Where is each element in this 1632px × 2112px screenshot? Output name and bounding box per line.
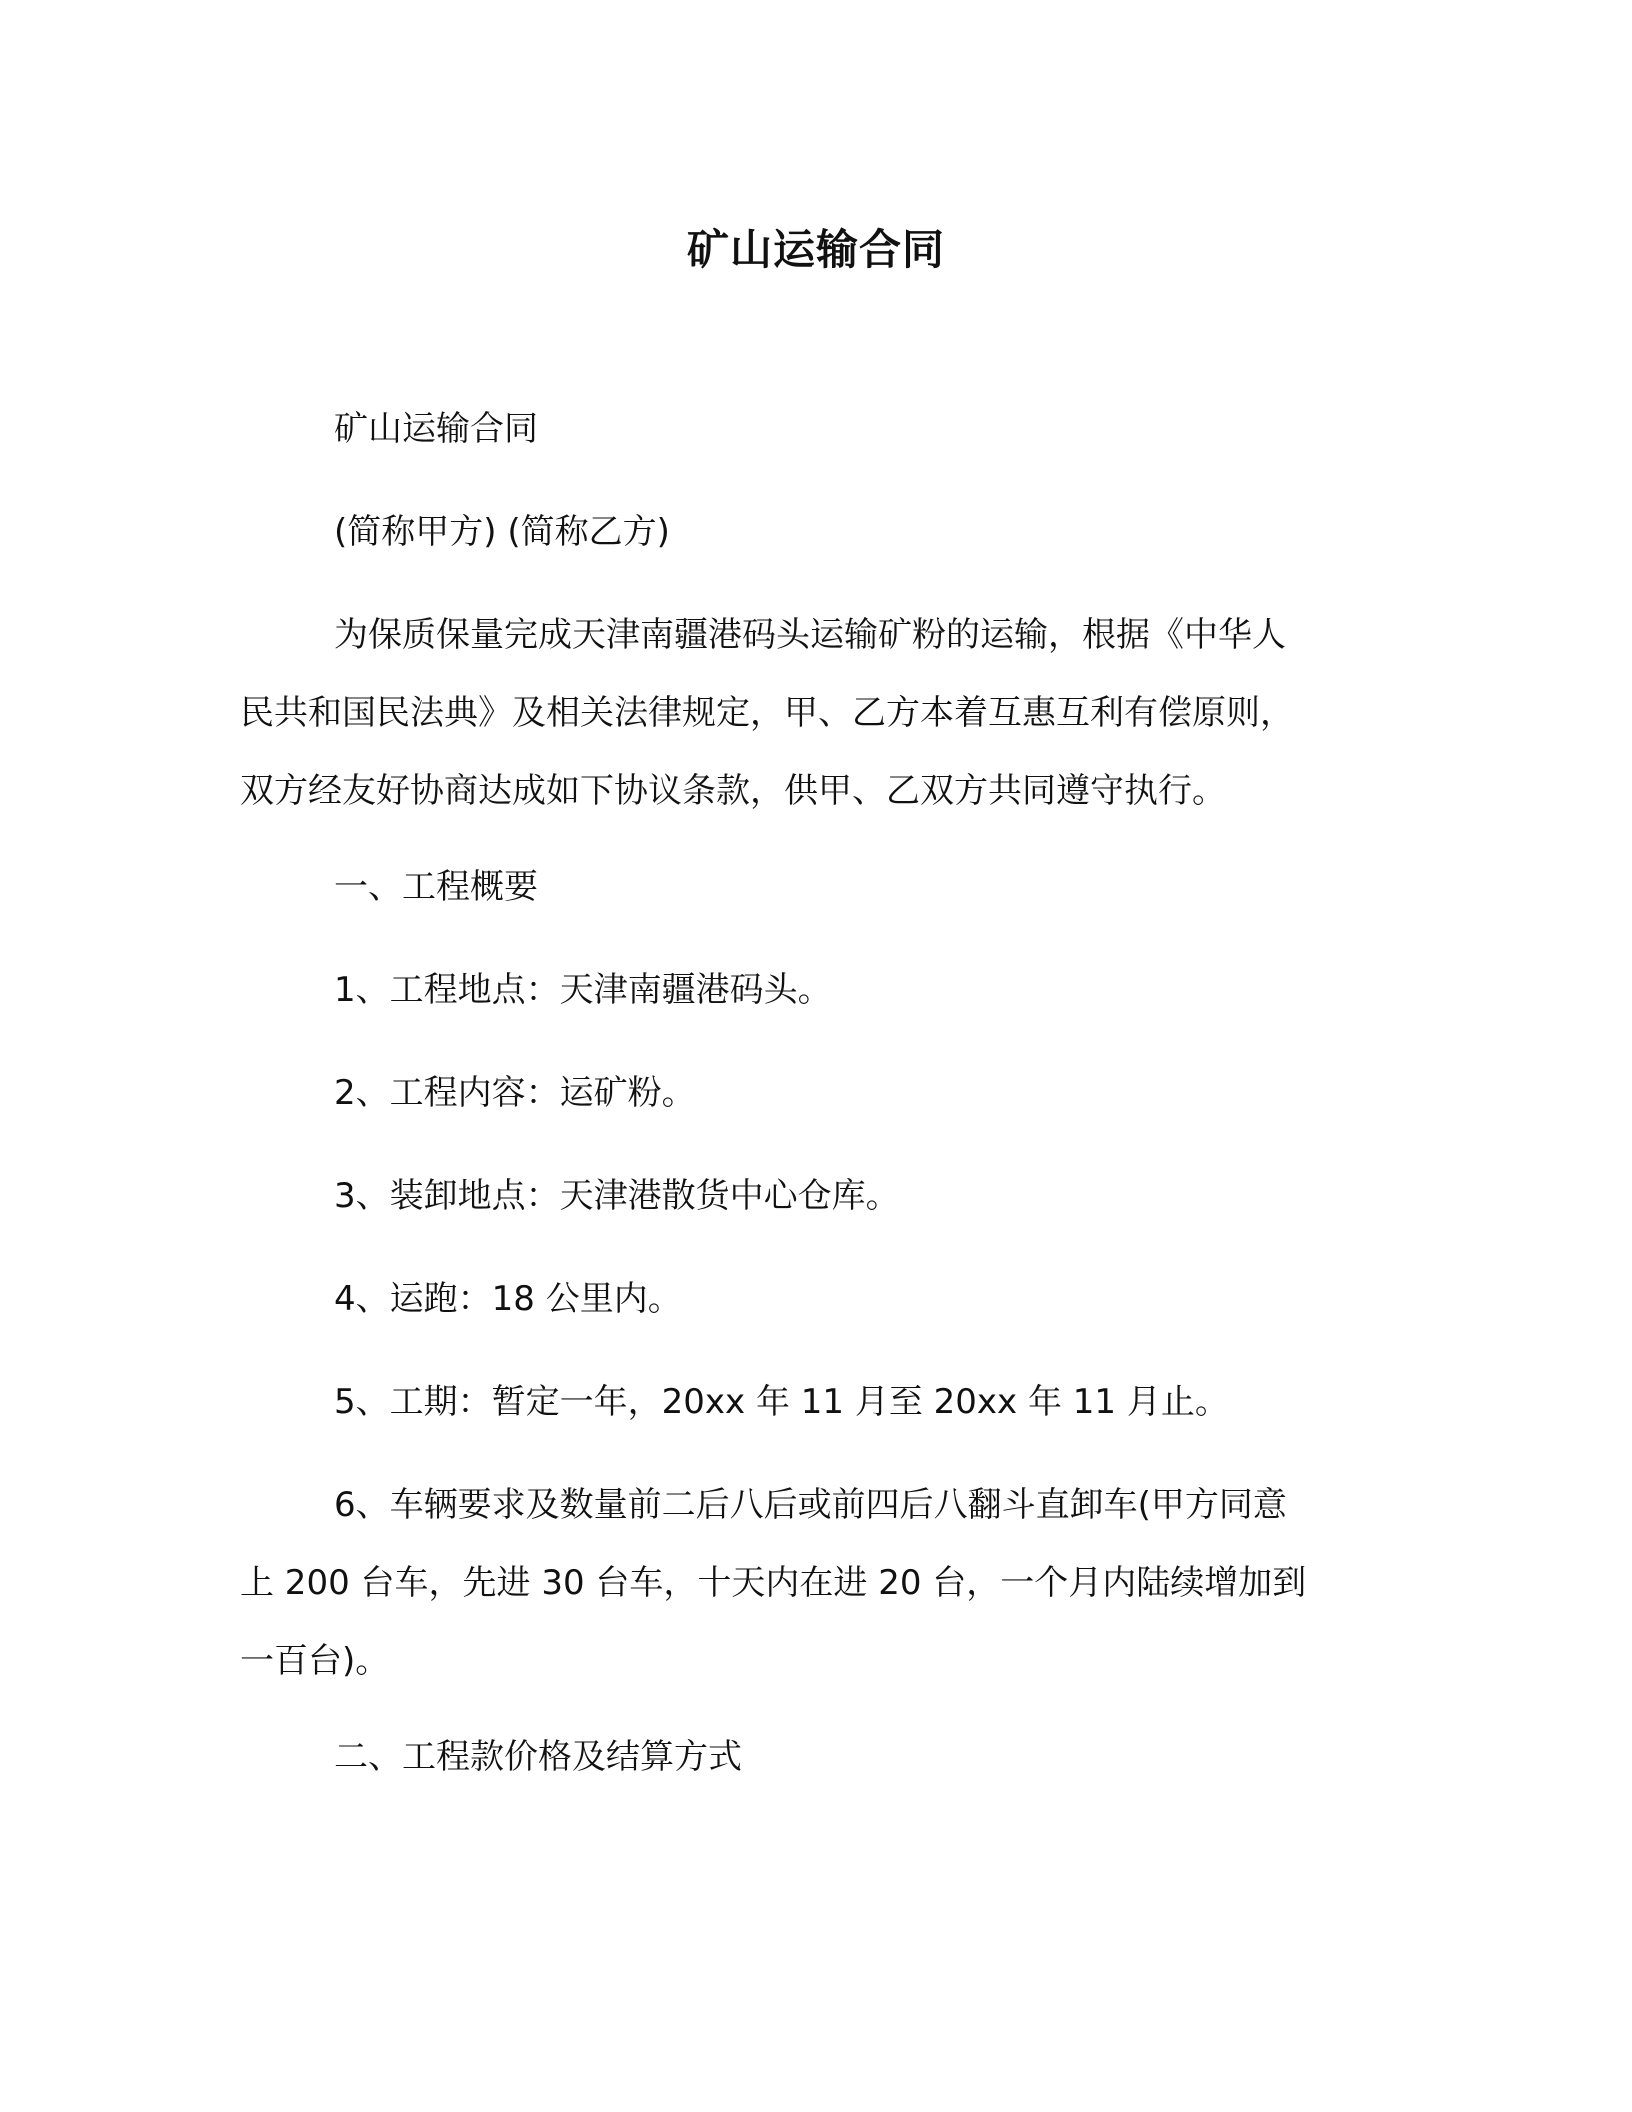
item-3 bbox=[240, 1157, 1380, 1235]
paragraph-line: 4、运跑：18 公里内。 bbox=[334, 1279, 682, 1319]
item-4 bbox=[240, 1260, 1380, 1338]
paragraph-intro bbox=[240, 596, 1380, 830]
paragraph-line: 一、工程概要 bbox=[334, 867, 538, 907]
item-6 bbox=[240, 1466, 1380, 1700]
paragraph-line: 5、工期：暂定一年，20xx 年 11 月至 20xx 年 11 月止。 bbox=[334, 1382, 1229, 1422]
paragraph-line: 一百台)。 bbox=[240, 1641, 390, 1681]
paragraph-line: 双方经友好协商达成如下协议条款，供甲、乙双方共同遵守执行。 bbox=[240, 771, 1226, 811]
section-heading-2 bbox=[240, 1718, 1380, 1796]
paragraph-line: 2、工程内容：运矿粉。 bbox=[334, 1073, 696, 1113]
paragraph-line: 上 200 台车，先进 30 台车，十天内在进 20 台，一个月内陆续增加到 bbox=[240, 1563, 1307, 1603]
item-2 bbox=[240, 1054, 1380, 1132]
section-heading-1 bbox=[240, 848, 1380, 926]
paragraph-line: 民共和国民法典》及相关法律规定，甲、乙方本着互惠互利有偿原则， bbox=[240, 693, 1294, 733]
paragraph-line: 1、工程地点：天津南疆港码头。 bbox=[334, 970, 832, 1010]
paragraph-line: 6、车辆要求及数量前二后八后或前四后八翻斗直卸车(甲方同意 bbox=[334, 1485, 1287, 1525]
paragraph-line: 二、工程款价格及结算方式 bbox=[334, 1737, 742, 1777]
paragraph-line: 矿山运输合同 bbox=[334, 409, 538, 449]
paragraph-line: 为保质保量完成天津南疆港码头运输矿粉的运输，根据《中华人 bbox=[334, 615, 1286, 655]
paragraph-subtitle bbox=[240, 390, 1380, 468]
paragraph-line: (简称甲方) (简称乙方) bbox=[334, 512, 670, 552]
item-1 bbox=[240, 951, 1380, 1029]
document-title: 矿山运输合同 bbox=[686, 225, 945, 274]
paragraph-parties bbox=[240, 493, 1380, 571]
item-5 bbox=[240, 1363, 1380, 1441]
paragraph-line: 3、装卸地点：天津港散货中心仓库。 bbox=[334, 1176, 900, 1216]
